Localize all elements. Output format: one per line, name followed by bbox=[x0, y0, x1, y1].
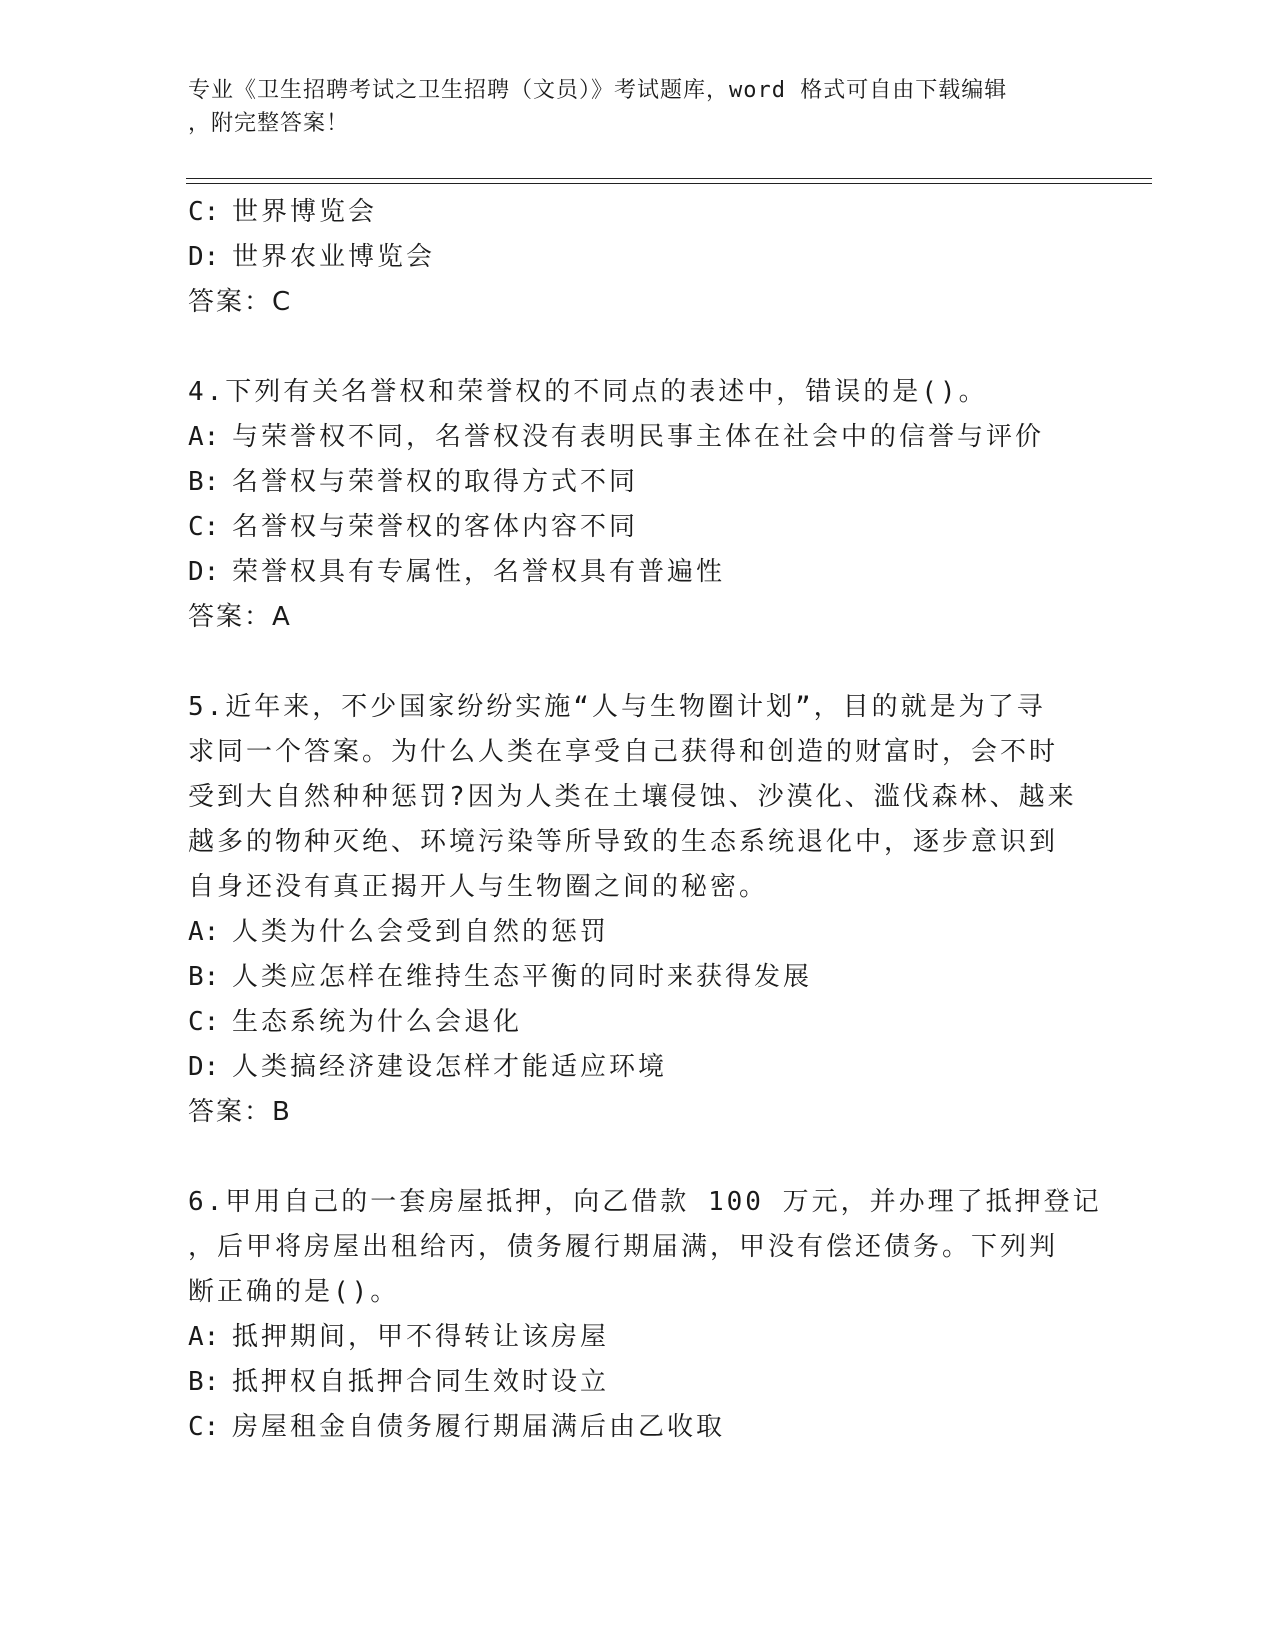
option-key: A: bbox=[188, 917, 220, 947]
option-text: 人类为什么会受到自然的惩罚 bbox=[232, 917, 610, 947]
spacer bbox=[188, 1135, 1088, 1180]
question-stem-line: 6.甲用自己的一套房屋抵押，向乙借款 100 万元，并办理了抵押登记 bbox=[188, 1187, 1102, 1217]
question-stem-line: 求同一个答案。为什么人类在享受自己获得和创造的财富时，会不时 bbox=[188, 737, 1059, 767]
question-stem-line: ，后甲将房屋出租给丙，债务履行期届满，甲没有偿还债务。下列判 bbox=[188, 1232, 1059, 1262]
question-stem-line: 越多的物种灭绝、环境污染等所导致的生态系统退化中，逐步意识到 bbox=[188, 827, 1059, 857]
answer: 答案：A bbox=[188, 602, 292, 632]
spacer bbox=[188, 325, 1088, 370]
option-b bbox=[188, 1360, 1088, 1405]
option-key: A: bbox=[188, 422, 220, 452]
spacer bbox=[188, 640, 1088, 685]
option-key: A: bbox=[188, 1322, 220, 1352]
option-key: C: bbox=[188, 1412, 220, 1442]
option-d bbox=[188, 235, 1088, 280]
option-c bbox=[188, 505, 1088, 550]
option-c bbox=[188, 190, 1088, 235]
option-text: 名誉权与荣誉权的取得方式不同 bbox=[232, 467, 639, 497]
question-3-tail bbox=[188, 190, 1088, 325]
question-stem: 4.下列有关名誉权和荣誉权的不同点的表述中，错误的是()。 bbox=[188, 377, 988, 407]
option-key: C: bbox=[188, 1007, 220, 1037]
document-body bbox=[188, 190, 1102, 1450]
option-key: B: bbox=[188, 467, 220, 497]
option-text: 荣誉权具有专属性，名誉权具有普遍性 bbox=[232, 557, 726, 587]
option-key: C: bbox=[188, 197, 220, 227]
option-key: B: bbox=[188, 1367, 220, 1397]
option-d bbox=[188, 550, 1088, 595]
question-stem-line: 自身还没有真正揭开人与生物圈之间的秘密。 bbox=[188, 872, 769, 902]
question-5 bbox=[188, 685, 1088, 1135]
option-key: C: bbox=[188, 512, 220, 542]
option-text: 世界博览会 bbox=[232, 197, 378, 227]
option-b bbox=[188, 955, 1088, 1000]
header-line-1: 专业《卫生招聘考试之卫生招聘（文员）》考试题库，word 格式可自由下载编辑 bbox=[188, 78, 1008, 103]
option-a bbox=[188, 910, 1088, 955]
answer: 答案：B bbox=[188, 1097, 292, 1127]
question-stem-line: 断正确的是()。 bbox=[188, 1277, 400, 1307]
header-rule-bottom bbox=[186, 183, 1152, 184]
question-stem-line: 5.近年来，不少国家纷纷实施“人与生物圈计划”，目的就是为了寻 bbox=[188, 692, 1046, 722]
option-d bbox=[188, 1045, 1088, 1090]
option-text: 与荣誉权不同，名誉权没有表明民事主体在社会中的信誉与评价 bbox=[232, 422, 1045, 452]
option-a bbox=[188, 1315, 1088, 1360]
question-4 bbox=[188, 370, 1088, 640]
question-stem-line: 受到大自然种种惩罚?因为人类在土壤侵蚀、沙漠化、滥伐森林、越来 bbox=[188, 782, 1077, 812]
option-key: D: bbox=[188, 557, 220, 587]
option-c bbox=[188, 1405, 1088, 1450]
header-line-2: ，附完整答案！ bbox=[188, 111, 350, 136]
header-rule-top bbox=[186, 178, 1152, 179]
option-text: 抵押期间，甲不得转让该房屋 bbox=[232, 1322, 610, 1352]
option-text: 名誉权与荣誉权的客体内容不同 bbox=[232, 512, 639, 542]
option-key: D: bbox=[188, 242, 220, 272]
question-6 bbox=[188, 1180, 1102, 1450]
option-key: B: bbox=[188, 962, 220, 992]
option-text: 生态系统为什么会退化 bbox=[232, 1007, 523, 1037]
page-header bbox=[188, 74, 1068, 140]
option-text: 抵押权自抵押合同生效时设立 bbox=[232, 1367, 610, 1397]
option-text: 房屋租金自债务履行期届满后由乙收取 bbox=[232, 1412, 726, 1442]
option-text: 世界农业博览会 bbox=[232, 242, 436, 272]
option-text: 人类搞经济建设怎样才能适应环境 bbox=[232, 1052, 668, 1082]
option-c bbox=[188, 1000, 1088, 1045]
option-text: 人类应怎样在维持生态平衡的同时来获得发展 bbox=[232, 962, 813, 992]
option-b bbox=[188, 460, 1088, 505]
answer: 答案：C bbox=[188, 287, 293, 317]
option-key: D: bbox=[188, 1052, 220, 1082]
option-a bbox=[188, 415, 1088, 460]
